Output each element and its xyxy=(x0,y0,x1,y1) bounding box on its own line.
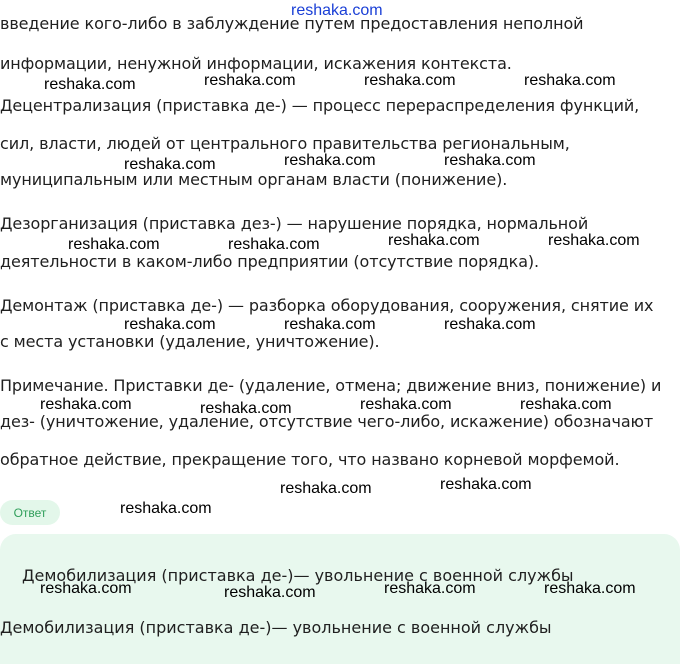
watermark: reshaka.com xyxy=(204,72,296,89)
doc-line: дез- (уничтожение, удаление, отсутствие чего-либо, искажение) обозначают xyxy=(0,412,654,431)
watermark: reshaka.com xyxy=(544,580,636,597)
watermark: reshaka.com xyxy=(548,232,640,249)
answer-panel xyxy=(0,534,680,664)
watermark: reshaka.com xyxy=(520,396,612,413)
answer-badge: Ответ xyxy=(0,500,60,525)
doc-line: Децентрализация (приставка де-) — процесс перераспределения функций, xyxy=(0,96,640,115)
watermark: reshaka.com xyxy=(388,232,480,249)
watermark: reshaka.com xyxy=(291,2,383,19)
doc-line: Примечание. Приставки де- (удаление, отмена; движение вниз, понижение) и xyxy=(0,376,662,395)
doc-line: введение кого-либо в заблуждение путем предоставления неполной xyxy=(0,14,584,33)
watermark: reshaka.com xyxy=(364,72,456,89)
doc-line: Демонтаж (приставка де-) — разборка оборудования, сооружения, снятие их xyxy=(0,296,654,315)
doc-line: Дезорганизация (приставка дез-) — нарушение порядка, нормальной xyxy=(0,214,589,233)
watermark: reshaka.com xyxy=(40,580,132,597)
watermark: reshaka.com xyxy=(40,396,132,413)
watermark: reshaka.com xyxy=(224,584,316,601)
watermark: reshaka.com xyxy=(68,236,160,253)
watermark: reshaka.com xyxy=(200,400,292,417)
doc-line: сил, власти, людей от центрального правительства региональным, xyxy=(0,134,570,153)
doc-line: с места установки (удаление, уничтожение). xyxy=(0,332,380,351)
watermark: reshaka.com xyxy=(44,76,136,93)
watermark: reshaka.com xyxy=(120,500,212,517)
watermark: reshaka.com xyxy=(280,480,372,497)
doc-line: обратное действие, прекращение того, что названо корневой морфемой. xyxy=(0,450,620,469)
watermark: reshaka.com xyxy=(444,152,536,169)
watermark: reshaka.com xyxy=(360,396,452,413)
watermark: reshaka.com xyxy=(228,236,320,253)
watermark: reshaka.com xyxy=(284,152,376,169)
doc-line: муниципальным или местным органам власти (понижение). xyxy=(0,170,508,189)
watermark: reshaka.com xyxy=(524,72,616,89)
watermark: reshaka.com xyxy=(124,156,216,173)
doc-line: деятельности в каком-либо предприятии (отсутствие порядка). xyxy=(0,252,540,271)
watermark: reshaka.com xyxy=(284,316,376,333)
watermark: reshaka.com xyxy=(124,316,216,333)
watermark: reshaka.com xyxy=(444,316,536,333)
answer-text: Демобилизация (приставка де-)— увольнение с военной службы xyxy=(22,566,574,585)
doc-line: информации, ненужной информации, искажения контекста. xyxy=(0,54,512,73)
watermark: reshaka.com xyxy=(440,476,532,493)
watermark: reshaka.com xyxy=(384,580,476,597)
answer-text: Демобилизация (приставка де-)— увольнение с военной службы xyxy=(0,618,552,637)
